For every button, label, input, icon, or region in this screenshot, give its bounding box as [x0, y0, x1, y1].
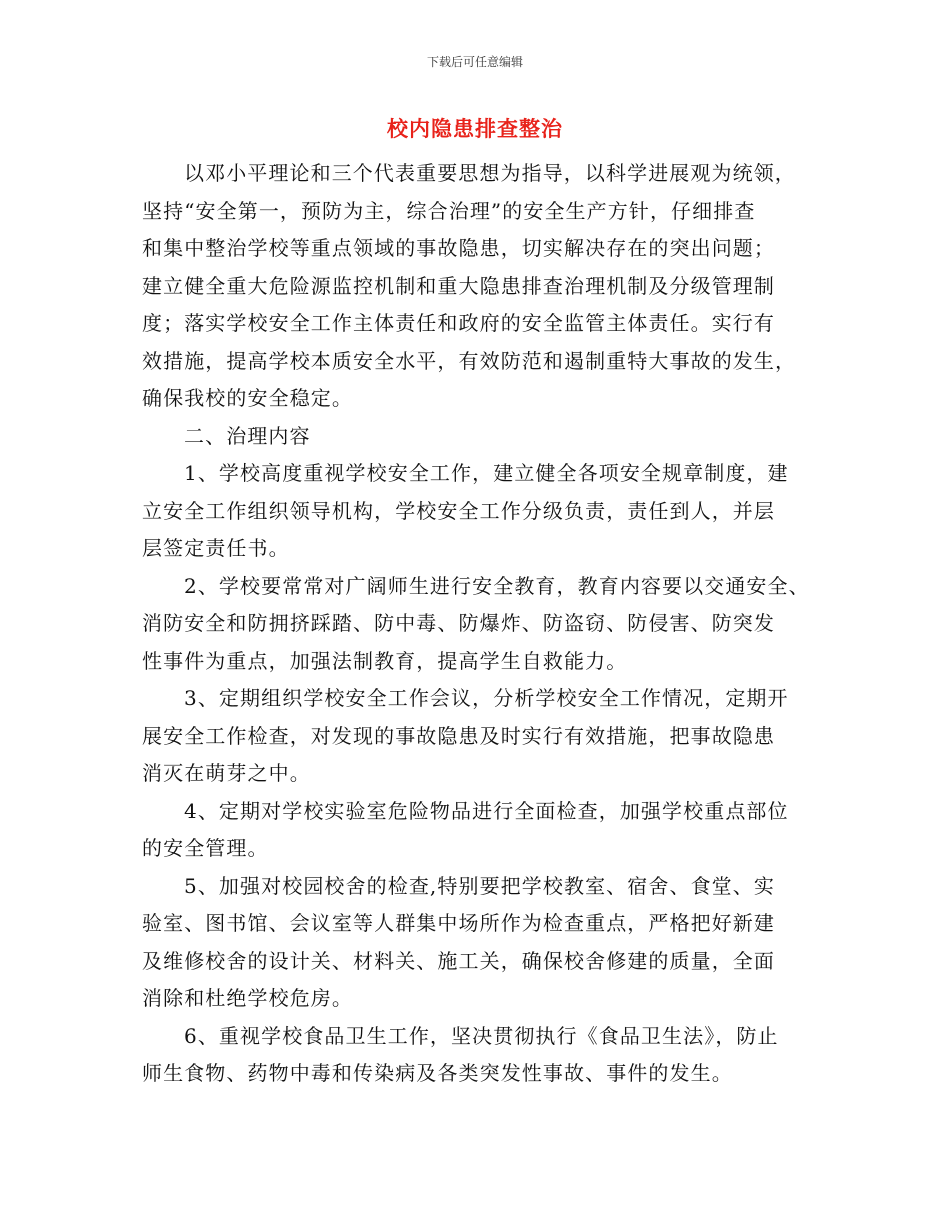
text-line: 确保我校的安全稳定。 — [142, 386, 353, 410]
text-line: 及维修校舍的设计关、材料关、施工关，确保校舍修建的质量，全面 — [142, 948, 775, 973]
document-body — [142, 155, 822, 1093]
text-line: 2、学校要常常对广阔师生进行安全教育，教育内容要以交通安全、 — [184, 573, 810, 598]
text-line: 立安全工作组织领导机构，学校安全工作分级负责，责任到人，并层 — [142, 498, 775, 523]
header-note: 下载后可任意编辑 — [426, 55, 523, 69]
text-line: 3、定期组织学校安全工作会议，分析学校安全工作情况，定期开 — [184, 686, 789, 710]
text-line: 师生食物、药物中毒和传染病及各类突发性事故、事件的发生。 — [142, 1061, 733, 1085]
text-line: 消除和杜绝学校危房。 — [142, 986, 353, 1010]
document-title: 校内隐患排查整治 — [387, 117, 563, 141]
text-line: 性事件为重点，加强法制教育，提高学生自救能力。 — [142, 648, 628, 673]
text-line: 6、重视学校食品卫生工作，坚决贯彻执行《食品卫生法》，防止 — [184, 1023, 779, 1048]
text-line: 展安全工作检查，对发现的事故隐患及时实行有效措施，把事故隐患 — [142, 723, 775, 748]
text-line: 消灭在萌芽之中。 — [142, 761, 311, 785]
text-line: 4、定期对学校实验室危险物品进行全面检查，加强学校重点部位 — [184, 798, 789, 823]
text-line: 消防安全和防拥挤踩踏、防中毒、防爆炸、防盗窃、防侵害、防突发 — [142, 611, 775, 635]
text-line: 效措施，提高学校本质安全水平，有效防范和遏制重特大事故的发生， — [142, 348, 797, 373]
text-line: 1、学校高度重视学校安全工作，建立健全各项安全规章制度，建 — [184, 461, 789, 485]
text-line: 层签定责任书。 — [142, 536, 290, 560]
text-line: 度；落实学校安全工作主体责任和政府的安全监管主体责任。实行有 — [142, 311, 775, 335]
text-line: 二、治理内容 — [184, 423, 311, 448]
text-line: 坚持“安全第一，预防为主，综合治理”的安全生产方针，仔细排查 — [142, 198, 756, 223]
text-line: 以邓小平理论和三个代表重要思想为指导，以科学进展观为统领， — [184, 161, 796, 185]
text-line: 的安全管理。 — [142, 836, 269, 860]
text-line: 验室、图书馆、会议室等人群集中场所作为检查重点，严格把好新建 — [142, 911, 775, 935]
text-line: 和集中整治学校等重点领域的事故隐患，切实解决存在的突出问题； — [142, 236, 775, 260]
text-line: 建立健全重大危险源监控机制和重大隐患排查治理机制及分级管理制 — [142, 273, 775, 298]
text-line: 5、加强对校园校舍的检查,特别要把学校教室、宿舍、食堂、实 — [184, 873, 775, 898]
